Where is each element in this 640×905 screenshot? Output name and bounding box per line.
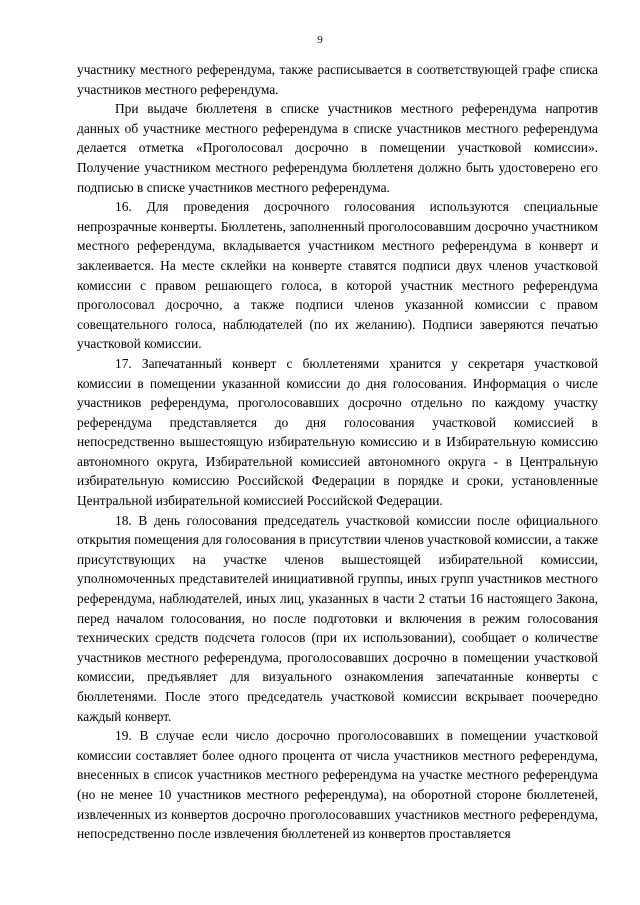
paragraph-16: 16. Для проведения досрочного голосования используются специальные непрозрачные конверты. Бюллетень, заполненный проголосовавшим досрочно участником местного референдума, вкладывается участником местного референдума в конверт и заклеивается. На месте склейки на конверте ставятся подписи двух членов участковой комиссии с правом решающего голоса, в которой участник местного референдума проголосовал досрочно, а также подписи членов указанной комиссии с правом совещательного голоса, наблюдателей (по их желанию). Подписи заверяются печатью участковой комиссии. [77,199,598,352]
paragraph-19: 19. В случае если число досрочно проголосовавших в помещении участковой комиссии составляет более одного процента от числа участников местного референдума, внесенных в список участников местного референдума на участке местного референдума (но не менее 10 участников местного референдума), на оборотной стороне бюллетеней, извлеченных из конвертов досрочно проголосовавших участников местного референдума, непосредственно после извлечения бюллетеней из конвертов проставляется [77,728,598,842]
paragraph-continuation: участнику местного референдума, также расписывается в соответствующей графе списка участников местного референдума. [77,62,598,97]
paragraph-18: 18. В день голосования председатель участковой комиссии после официального открытия помещения для голосования в присутствии членов участковой комиссии, а также присутствующих на участке членов вышестоящей избирательной комиссии, уполномоченных представителей инициативной группы, иных групп участников местного референдума, наблюдателей, иных лиц, указанных в части 2 статьи 16 настоящего Закона, перед началом голосования, но после подготовки и включения в режим голосования технических средств подсчета голосов (при их использовании), сообщает о количестве участников местного референдума, проголосовавших досрочно в помещении участковой комиссии, предъявляет для визуального ознакомления запечатанные конверты с бюллетенями. После этого председатель участковой комиссии вскрывает поочередно каждый конверт. [77,512,598,724]
paragraph-ballot-issue: При выдаче бюллетеня в списке участников местного референдума напротив данных об участнике местного референдума в списке участников местного референдума делается отметка «Проголосовал досрочно в помещении участковой комиссии». Получение участником местного референдума бюллетеня должно быть удостоверено его подписью в списке участников местного референдума. [77,101,598,195]
paragraph-17: 17. Запечатанный конверт с бюллетенями хранится у секретаря участковой комиссии в помещении указанной комиссии до дня голосования. Информация о числе участников референдума, проголосовавших досрочно отдельно по каждому участку референдума представляется до дня голосования участковой комиссией в непосредственно вышестоящую избирательную комиссию и в Избирательную комиссию автономного округа, Избирательной комиссией автономного округа - в Центральную избирательную комиссию Российской Федерации в порядке и сроки, установленные Центральной избирательной комиссией Российской Федерации. [77,355,598,509]
page-number: 9 [317,34,323,46]
document-body [77,60,598,844]
